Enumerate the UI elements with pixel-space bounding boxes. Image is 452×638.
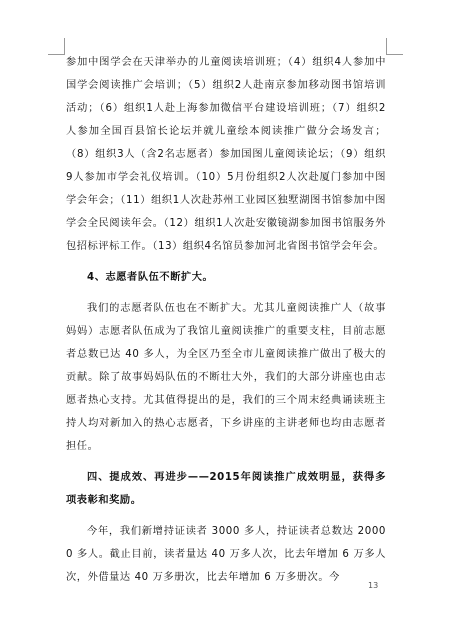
heading-achievements: 四、提成效、再进步——2015年阅读推广成效明显，获得多项表彰和奖励。: [66, 472, 386, 506]
paragraph-volunteers: 我们的志愿者队伍也在不断扩大。尤其儿童阅读推广人（故事妈妈）志愿者队伍成为了我馆儿童阅读推广的重要支柱，目前志愿者总数已达 40 多人，为全区乃至全市儿童阅读推广做出了极大的贡献。除了故事妈妈队伍的不断壮大外，我们的大部分讲座也由志愿者热心支持。尤其值得提出的是，我们的三个周末经典诵读班主持人均对新加入的热心志愿者，下乡讲座的主讲老师也均由志愿者担任。: [66, 303, 386, 452]
paragraph-training-list: 参加中图学会在天津举办的儿童阅读培训班；（4）组织4人参加中国学会阅读推广会培训；（5）组织2人赴南京参加移动图书馆培训活动；（6）组织1人赴上海参加微信平台建设培训班；（7）组织2人参加全国百县馆长论坛并就儿童绘本阅读推广做分会场发言；（8）组织3人（含2名志愿者）参加国图儿童阅读论坛；（9）组织9人参加市学会礼仪培训。（10）5月份组织2人次赴厦门参加中图学会年会；（11）组织1人次赴苏州工业园区独墅湖图书馆参加中图学会全民阅读年会。（12）组织1人次赴安徽镜湖参加图书馆服务外包招标评标工作。（13）组织4名馆员参加河北省图书馆学会年会。: [66, 57, 386, 252]
heading-volunteers: 4、志愿者队伍不断扩大。: [87, 272, 214, 283]
body-text: [66, 51, 386, 589]
crop-mark-top-right: [386, 38, 403, 55]
crop-mark-top-left: [48, 38, 65, 55]
paragraph-statistics: 今年，我们新增持证读者 3000 多人，持证读者总数达 20000 多人。截止目前，读者量达 40 万多人次，比去年增加 6 万多人次，外借量达 40 万多册次，比去年增加 6 万多册次。今: [66, 526, 386, 583]
page-number: 13: [368, 581, 379, 590]
